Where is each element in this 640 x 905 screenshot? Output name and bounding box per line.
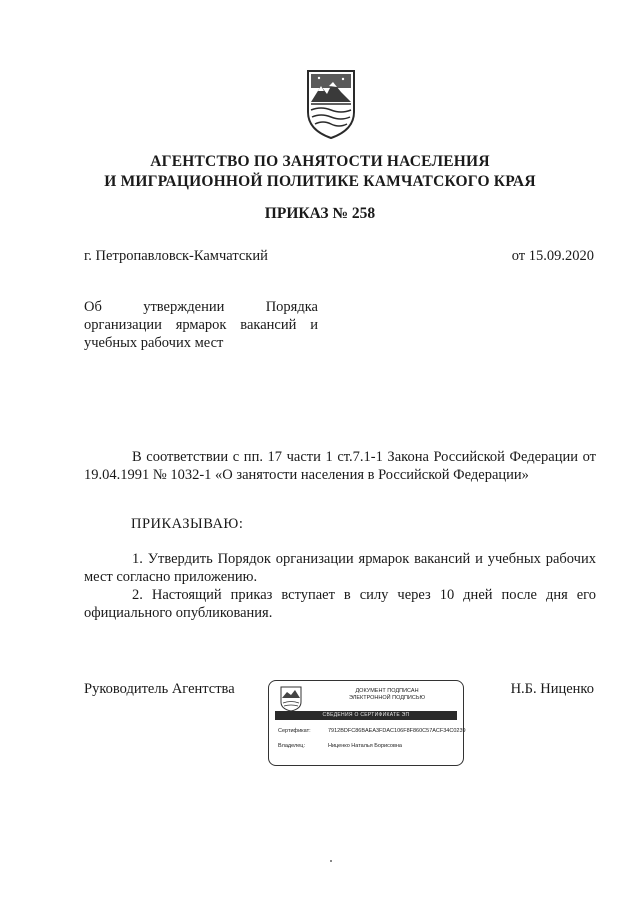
order-title: ПРИКАЗ № 258 — [264, 205, 376, 222]
order-item-2: 2. Настоящий приказ вступает в силу через 10 дней после дня его официального опубликования. — [84, 587, 596, 621]
agency-name-line1: АГЕНТСТВО ПО ЗАНЯТОСТИ НАСЕЛЕНИЯ — [150, 153, 490, 170]
signer-title: Руководитель Агентства — [84, 681, 235, 697]
scan-speck — [330, 860, 332, 862]
order-item-1: 1. Утвердить Порядок организации ярмарок вакансий и учебных рабочих мест согласно приложению. — [84, 551, 596, 585]
signer-name: Н.Б. Ниценко — [510, 681, 594, 697]
stamp-coat-of-arms-icon — [280, 686, 302, 712]
electronic-signature-stamp — [268, 680, 464, 766]
certificate-value: 7912BDFC86BAEA3FDAC106F8F860C57ACF34C0239 — [328, 728, 466, 734]
agency-name-line2: И МИГРАЦИОННОЙ ПОЛИТИКЕ КАМЧАТСКОГО КРАЯ — [104, 173, 536, 190]
stamp-heading-line2: ЭЛЕКТРОННОЙ ПОДПИСЬЮ — [348, 695, 426, 701]
preamble-paragraph: В соответствии с пп. 17 части 1 ст.7.1-1 Закона Российской Федерации от 19.04.1991 № 1032-1 «О занятости населения в Российской Федерации» — [84, 449, 596, 483]
stamp-certificate-row — [278, 728, 466, 734]
certificate-label: Сертификат: — [278, 728, 311, 734]
order-directive: ПРИКАЗЫВАЮ: — [131, 516, 244, 532]
stamp-heading-line1: ДОКУМЕНТ ПОДПИСАН — [355, 688, 419, 694]
stamp-certificate-band: СВЕДЕНИЯ О СЕРТИФИКАТЕ ЭП — [275, 711, 457, 720]
subject-line-3: учебных рабочих мест — [84, 335, 224, 351]
stamp-heading — [317, 688, 457, 702]
subject-line-1: Об утверждении Порядка — [84, 299, 318, 315]
stamp-owner-row — [278, 743, 402, 749]
owner-label: Владелец: — [278, 743, 305, 749]
owner-value: Ниценко Наталья Борисовна — [328, 743, 402, 749]
city: г. Петропавловск-Камчатский — [84, 248, 268, 264]
order-date: от 15.09.2020 — [511, 248, 594, 264]
order-subject — [84, 298, 318, 352]
subject-line-2: организации ярмарок вакансий и — [84, 317, 318, 333]
kamchatka-coat-of-arms-icon — [305, 68, 357, 140]
